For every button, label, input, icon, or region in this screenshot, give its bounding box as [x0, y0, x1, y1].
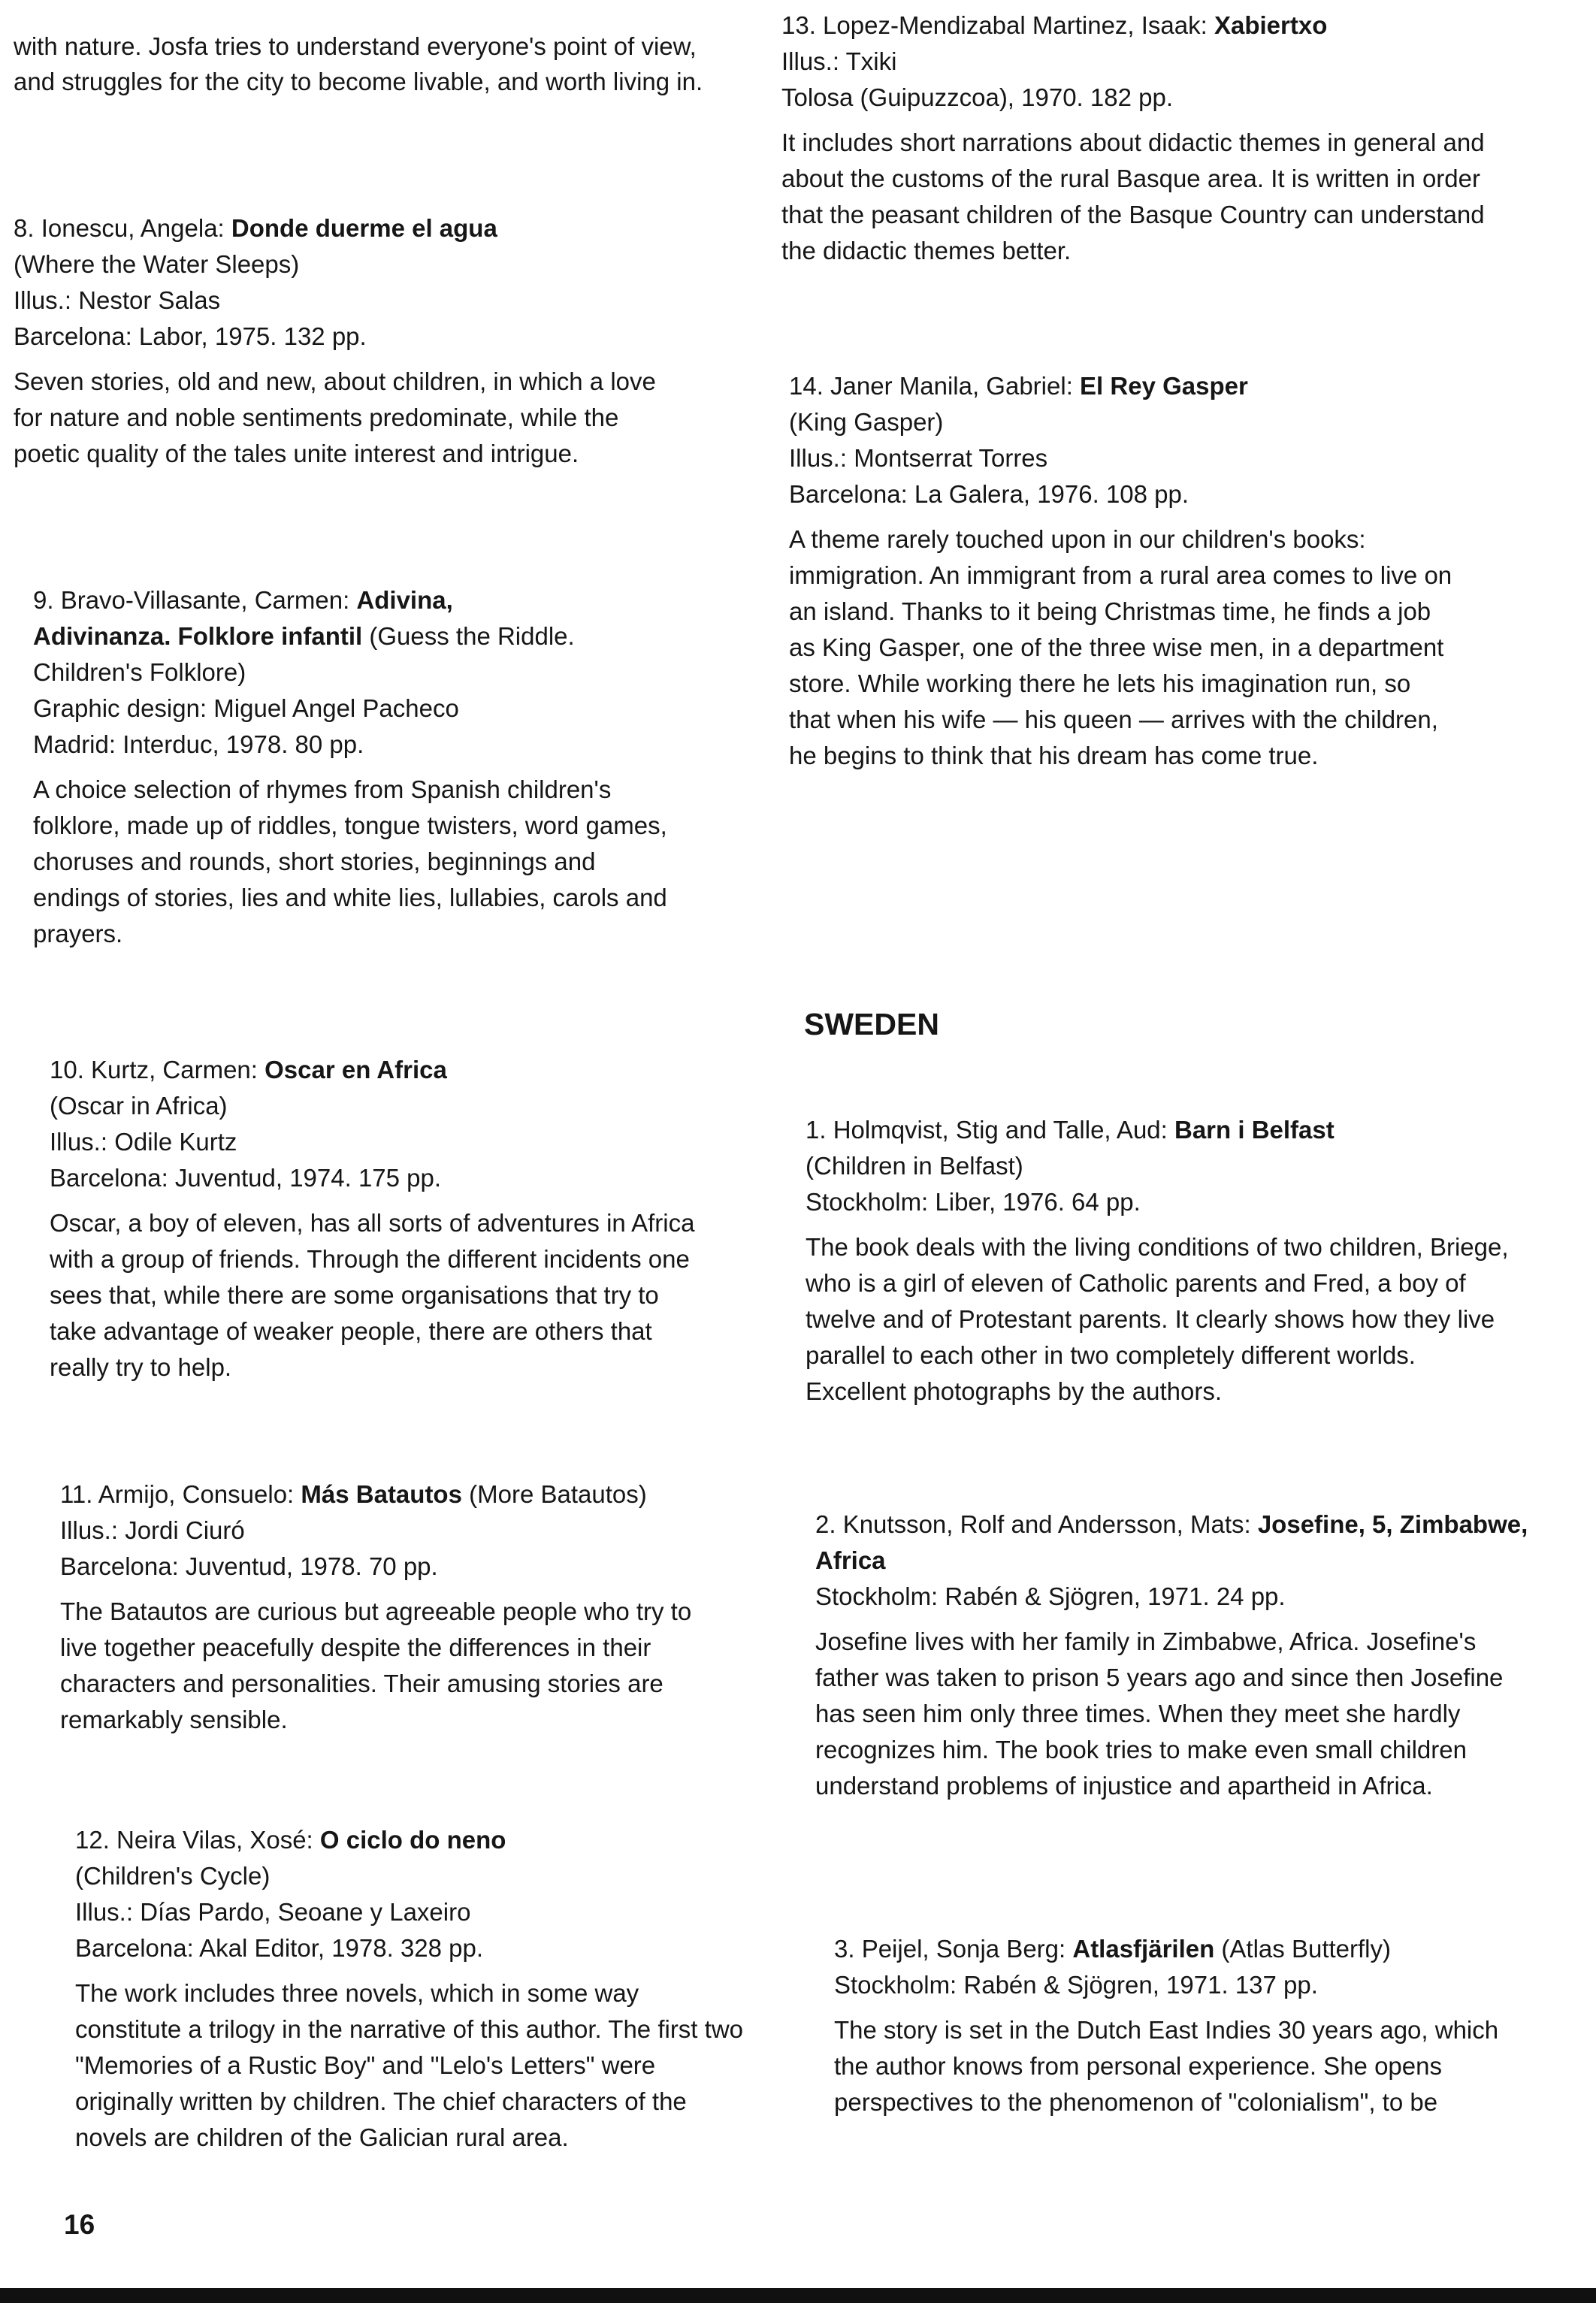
entry-line-2	[75, 1858, 744, 1894]
entry-publisher: Barcelona: Labor, 1975. 132 pp.	[14, 322, 367, 350]
entry-author: 9. Bravo-Villasante, Carmen:	[33, 586, 357, 614]
entry-title: Josefine, 5, Zimbabwe, Africa	[815, 1510, 1528, 1574]
entry-subtitle: (Atlas Butterfly)	[1214, 1935, 1391, 1963]
entry-subtitle: (More Batautos)	[461, 1480, 647, 1508]
page-number: 16	[64, 2209, 95, 2240]
entry-heading	[14, 210, 690, 355]
entry-illustrator: Graphic design: Miguel Angel Pacheco	[33, 694, 459, 722]
entry-line-1	[50, 1052, 711, 1088]
entry-author: 1. Holmqvist, Stig and Talle, Aud:	[806, 1116, 1174, 1144]
entry-description: The story is set in the Dutch East Indies 30 years ago, which the author knows from personal experience. She opens perspectives to the phenomenon of "colonialism", to be	[834, 2016, 1499, 2116]
entry-translation: (Oscar in Africa)	[50, 1092, 228, 1120]
entry-publisher: Stockholm: Liber, 1976. 64 pp.	[806, 1188, 1141, 1216]
entry-description: Seven stories, old and new, about children, in which a love for nature and noble sentiments predominate, while the poetic quality of the tales unite interest and intrigue.	[14, 367, 656, 467]
entry-publisher: Barcelona: Juventud, 1974. 175 pp.	[50, 1164, 442, 1192]
entry-publisher: Barcelona: Akal Editor, 1978. 328 pp.	[75, 1934, 484, 1962]
entry-author: 10. Kurtz, Carmen:	[50, 1056, 265, 1083]
entry-line-1	[806, 1112, 1512, 1148]
entry-translation: (Children in Belfast)	[806, 1152, 1023, 1180]
entry-line-2	[789, 404, 1458, 440]
entry-description: It includes short narrations about didactic themes in general and about the customs of the rural Basque area. It is written in order that the peasant children of the Basque Country can understand the didactic themes better.	[781, 128, 1485, 264]
entry-title: Donde duerme el agua	[231, 214, 497, 242]
entry-author: 13. Lopez-Mendizabal Martinez, Isaak:	[781, 11, 1214, 39]
entry-illustrator: Illus.: Odile Kurtz	[50, 1128, 237, 1156]
entry-line-2	[33, 618, 679, 691]
entry-description: Josefine lives with her family in Zimbabwe, Africa. Josefine's father was taken to prison 5 years ago and since then Josefine has seen him only three times. When they meet she hardly recognizes him. The book tries to make even small children understand problems of injustice and apartheid in Africa.	[815, 1628, 1504, 1800]
entry-description: The Batautos are curious but agreeable people who try to live together peacefully despite the differences in their characters and personalities. Their amusing stories are remarkably sensible.	[60, 1597, 692, 1733]
entry-title: Adivina,	[356, 586, 453, 614]
entry-line-1	[781, 8, 1488, 44]
entry-heading	[781, 8, 1488, 116]
entry-title: El Rey Gasper	[1080, 372, 1248, 400]
entry-description: The work includes three novels, which in some way constitute a trilogy in the narrative of this author. The first two "Memories of a Rustic Boy" and "Lelo's Letters" were originally written by children. The chief characters of the novels are children of the Galician rural area.	[75, 1979, 744, 2151]
entry-line-1	[834, 1931, 1533, 1967]
entry-author: 11. Armijo, Consuelo:	[60, 1480, 301, 1508]
entry-illustrator: Illus.: Días Pardo, Seoane y Laxeiro	[75, 1898, 471, 1926]
book-entry-8	[14, 210, 690, 472]
entry-title: Barn i Belfast	[1174, 1116, 1335, 1144]
entry-heading	[33, 582, 679, 763]
entry-publisher: Stockholm: Rabén & Sjögren, 1971. 137 pp.	[834, 1971, 1318, 1999]
entry-illustrator: Illus.: Txiki	[781, 47, 897, 75]
entry-description: A theme rarely touched upon in our children's books: immigration. An immigrant from a rural area comes to live on an island. Thanks to it being Christmas time, he finds a job as King Gasper, one of the three wise men, in a department store. While working there he lets his imagination run, so that when his wife — his queen — arrives with the children, he begins to think that his dream has come true.	[789, 525, 1452, 769]
entry-publisher: Barcelona: Juventud, 1978. 70 pp.	[60, 1552, 438, 1580]
entry-author: 12. Neira Vilas, Xosé:	[75, 1826, 320, 1854]
entry-author: 8. Ionescu, Angela:	[14, 214, 231, 242]
entry-line-1	[14, 210, 690, 246]
entry-illustrator: Illus.: Montserrat Torres	[789, 444, 1048, 472]
entry-title: O ciclo do neno	[319, 1826, 506, 1854]
entry-publisher: Madrid: Interduc, 1978. 80 pp.	[33, 730, 364, 758]
entry-line-1	[815, 1507, 1529, 1579]
entry-title: Xabiertxo	[1214, 11, 1328, 39]
entry-line-1	[75, 1822, 744, 1858]
entry-illustrator: Illus.: Nestor Salas	[14, 286, 221, 314]
entry-author: 3. Peijel, Sonja Berg:	[834, 1935, 1073, 1963]
entry-publisher: Stockholm: Rabén & Sjögren, 1971. 24 pp.	[815, 1582, 1286, 1610]
book-entry-13	[781, 8, 1488, 269]
entry-publisher: Barcelona: La Galera, 1976. 108 pp.	[789, 480, 1189, 508]
book-entry-14	[789, 368, 1458, 774]
entry-line-1	[60, 1476, 729, 1513]
sweden-entry-2	[815, 1507, 1529, 1804]
entry-line-1	[789, 368, 1458, 404]
entry-translation: (Guess the Riddle. Children's Folklore)	[33, 622, 575, 686]
entry-title: Más Batautos	[301, 1480, 462, 1508]
entry-description: Oscar, a boy of eleven, has all sorts of adventures in Africa with a group of friends. Through the different incidents one sees that, while there are some organisations that try to take advantage of weaker people, there are others that really try to help.	[50, 1209, 695, 1381]
entry-heading	[834, 1931, 1533, 2003]
section-heading-sweden: SWEDEN	[804, 1007, 939, 1041]
entry-heading	[789, 368, 1458, 512]
entry-line-2	[781, 44, 1488, 80]
book-entry-10	[50, 1052, 711, 1386]
entry-line-2	[50, 1088, 711, 1124]
entry-translation: (Where the Water Sleeps)	[14, 250, 300, 278]
entry-translation: (King Gasper)	[789, 408, 944, 436]
entry-line-2	[806, 1148, 1512, 1184]
book-entry-11	[60, 1476, 729, 1738]
sweden-entry-3	[834, 1931, 1533, 2120]
entry-heading	[50, 1052, 711, 1196]
sweden-entry-1	[806, 1112, 1512, 1410]
entry-illustrator: Illus.: Jordi Ciuró	[60, 1516, 245, 1544]
entry-line-1	[33, 582, 679, 618]
entry-heading	[806, 1112, 1512, 1220]
entry-translation: (Children's Cycle)	[75, 1862, 271, 1890]
entry-description: The book deals with the living conditions of two children, Briege, who is a girl of eleven of Catholic parents and Fred, a boy of twelve and of Protestant parents. It clearly shows how they live parallel to each other in two completely different worlds. Excellent photographs by the authors.	[806, 1233, 1509, 1405]
entry-author: 14. Janer Manila, Gabriel:	[789, 372, 1081, 400]
book-entry-12	[75, 1822, 744, 2156]
entry-author: 2. Knutsson, Rolf and Andersson, Mats:	[815, 1510, 1258, 1538]
entry-description: A choice selection of rhymes from Spanish children's folklore, made up of riddles, tongue twisters, word games, choruses and rounds, short stories, beginnings and endings of stories, lies and white lies, lullabies, carols and prayers.	[33, 775, 667, 947]
entry-heading	[75, 1822, 744, 1966]
entry-title: Atlasfjärilen	[1072, 1935, 1215, 1963]
entry-heading	[815, 1507, 1529, 1615]
entry-publisher: Tolosa (Guipuzzcoa), 1970. 182 pp.	[781, 83, 1173, 111]
continued-paragraph: with nature. Josfa tries to understand everyone's point of view, and struggles for the city to become livable, and worth living in.	[14, 32, 703, 95]
entry-title-cont: Adivinanza. Folklore infantil	[33, 622, 363, 650]
entry-line-2	[14, 246, 690, 283]
entry-title: Oscar en Africa	[264, 1056, 447, 1083]
entry-heading	[60, 1476, 729, 1585]
bottom-border	[0, 2288, 1596, 2303]
book-entry-9	[33, 582, 679, 952]
